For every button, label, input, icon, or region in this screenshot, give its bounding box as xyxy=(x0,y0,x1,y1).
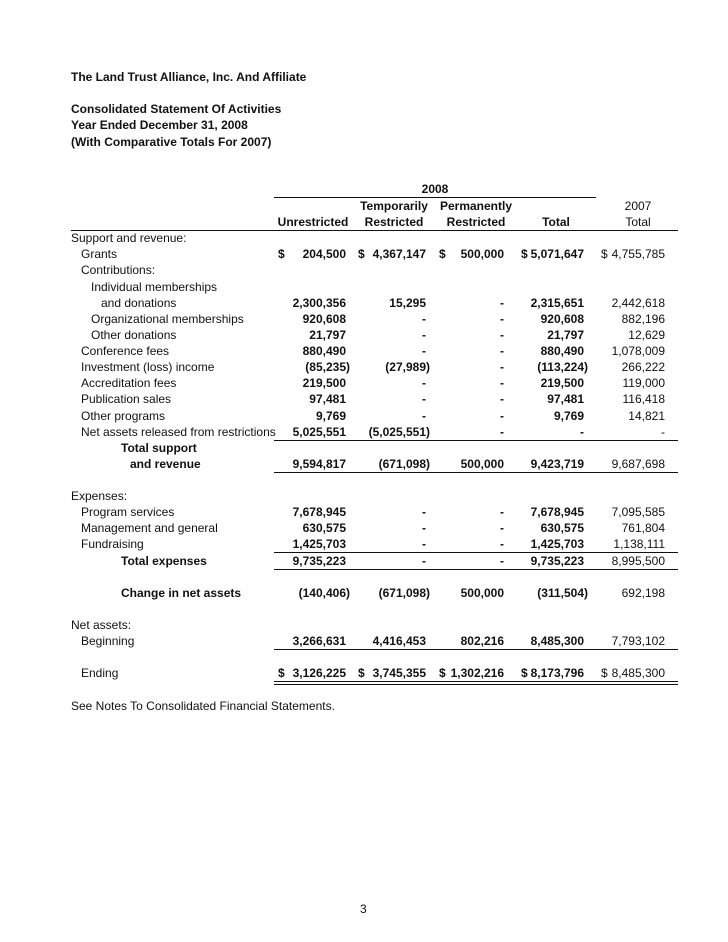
double-rule xyxy=(274,681,678,685)
cell-2007: 7,095,585 xyxy=(611,505,665,519)
cell-2007: 882,196 xyxy=(621,312,665,326)
cell-total: - xyxy=(580,425,584,439)
currency-sign: $ xyxy=(439,666,446,680)
cell-unrestricted: 2,300,356 xyxy=(292,296,346,310)
row-label: Other programs xyxy=(81,409,166,423)
currency-sign: $ xyxy=(521,666,528,680)
cell-perm: - xyxy=(500,344,504,358)
cell-temp: - xyxy=(422,312,426,326)
cell-temp: - xyxy=(422,505,426,519)
row-label: Fundraising xyxy=(81,537,144,551)
row-label: Accreditation fees xyxy=(81,376,177,390)
currency-sign: $ xyxy=(358,666,365,680)
cell-2007: 1,078,009 xyxy=(611,344,665,358)
currency-sign: $ xyxy=(601,247,608,261)
cell-perm: - xyxy=(500,312,504,326)
cell-total: (311,504) xyxy=(537,586,588,600)
cell-total: 5,071,647 xyxy=(530,247,584,261)
cell-temp: 15,295 xyxy=(389,296,426,310)
cell-perm: 802,216 xyxy=(460,634,504,648)
cell-perm: - xyxy=(500,425,504,439)
cell-temp: - xyxy=(422,521,426,535)
subtotal-rule xyxy=(274,649,678,650)
cell-2007: 266,222 xyxy=(621,360,665,374)
cell-total: 8,173,796 xyxy=(530,666,584,680)
cell-total: 9,735,223 xyxy=(530,554,584,568)
footnote: See Notes To Consolidated Financial Statements. xyxy=(71,699,335,713)
row-label: Program services xyxy=(81,505,175,519)
col-2007-line2: Total xyxy=(625,215,651,229)
comparative-note: (With Comparative Totals For 2007) xyxy=(71,135,272,149)
cell-unrestricted: 1,425,703 xyxy=(292,537,346,551)
cell-perm: - xyxy=(500,296,504,310)
cell-total: 7,678,945 xyxy=(530,505,584,519)
row-label: Ending xyxy=(81,666,119,680)
cell-perm: 500,000 xyxy=(460,586,504,600)
cell-total: 97,481 xyxy=(547,392,584,406)
currency-sign: $ xyxy=(278,666,285,680)
cell-total: 21,797 xyxy=(547,328,584,342)
col-total: Total xyxy=(542,215,570,229)
cell-perm: - xyxy=(500,360,504,374)
cell-unrestricted: 920,608 xyxy=(302,312,346,326)
statement-title: Consolidated Statement Of Activities xyxy=(71,102,282,116)
cell-2007: 8,485,300 xyxy=(611,666,665,680)
col-unrestricted: Unrestricted xyxy=(277,215,349,229)
cell-total: 9,769 xyxy=(553,409,584,423)
row-label: Change in net assets xyxy=(121,586,242,600)
cell-unrestricted: 219,500 xyxy=(302,376,346,390)
cell-perm: 1,302,216 xyxy=(450,666,504,680)
col-perm-line1: Permanently xyxy=(439,199,513,213)
row-label: Organizational memberships xyxy=(91,312,244,326)
cell-perm: - xyxy=(500,521,504,535)
cell-unrestricted: (85,235) xyxy=(305,360,350,374)
cell-2007: 116,418 xyxy=(622,392,665,406)
cell-total: 8,485,300 xyxy=(530,634,584,648)
cell-temp: (5,025,551) xyxy=(368,425,430,439)
statement-period: Year Ended December 31, 2008 xyxy=(71,118,248,132)
total-rule xyxy=(274,472,678,473)
row-label: Support and revenue: xyxy=(71,231,187,245)
cell-unrestricted: 3,266,631 xyxy=(292,634,346,648)
row-label: Investment (loss) income xyxy=(81,360,215,374)
cell-unrestricted: 9,594,817 xyxy=(292,457,346,471)
cell-unrestricted: 204,500 xyxy=(302,247,346,261)
cell-2007: 8,995,500 xyxy=(611,554,665,568)
cell-perm: - xyxy=(500,537,504,551)
col-perm-line2: Restricted xyxy=(446,215,506,229)
cell-temp: (671,098) xyxy=(378,457,430,471)
cell-2007: 7,793,102 xyxy=(611,634,665,648)
cell-unrestricted: 630,575 xyxy=(302,521,346,535)
year-2008-rule xyxy=(274,197,596,198)
row-label: Total expenses xyxy=(121,554,207,568)
cell-2007: 12,629 xyxy=(628,328,665,342)
cell-perm: - xyxy=(500,554,504,568)
cell-unrestricted: (140,406) xyxy=(298,586,350,600)
cell-total: 1,425,703 xyxy=(530,537,584,551)
page-number: 3 xyxy=(360,902,367,916)
cell-2007: 761,804 xyxy=(621,521,665,535)
row-label: Individual memberships xyxy=(91,280,218,294)
cell-unrestricted: 9,735,223 xyxy=(292,554,346,568)
cell-unrestricted: 21,797 xyxy=(309,328,346,342)
cell-2007: 4,755,785 xyxy=(611,247,665,261)
currency-sign: $ xyxy=(278,247,285,261)
cell-temp: - xyxy=(422,344,426,358)
row-label: Beginning xyxy=(81,634,135,648)
row-label: Total support xyxy=(121,441,197,455)
cell-temp: 4,367,147 xyxy=(372,247,426,261)
row-label: Publication sales xyxy=(81,392,172,406)
total-rule xyxy=(274,569,678,570)
currency-sign: $ xyxy=(601,666,608,680)
cell-2007: - xyxy=(661,425,665,439)
row-label: Net assets released from restrictions xyxy=(81,425,276,439)
cell-perm: - xyxy=(500,505,504,519)
row-label: and revenue xyxy=(130,457,201,471)
currency-sign: $ xyxy=(439,247,446,261)
cell-total: 9,423,719 xyxy=(530,457,584,471)
row-label: and donations xyxy=(101,296,177,310)
cell-total: 880,490 xyxy=(540,344,584,358)
row-label: Other donations xyxy=(91,328,177,342)
row-label: Conference fees xyxy=(81,344,170,358)
col-year-2008: 2008 xyxy=(421,182,449,196)
cell-total: (113,224) xyxy=(537,360,588,374)
cell-unrestricted: 97,481 xyxy=(309,392,346,406)
organization-name: The Land Trust Alliance, Inc. And Affiliate xyxy=(71,70,307,84)
cell-unrestricted: 880,490 xyxy=(302,344,346,358)
row-label: Expenses: xyxy=(71,489,128,503)
cell-2007: 119,000 xyxy=(622,376,665,390)
cell-temp: (27,989) xyxy=(385,360,430,374)
cell-unrestricted: 3,126,225 xyxy=(292,666,346,680)
cell-temp: - xyxy=(422,409,426,423)
cell-2007: 692,198 xyxy=(621,586,665,600)
row-label: Management and general xyxy=(81,521,218,535)
cell-temp: - xyxy=(422,328,426,342)
cell-total: 920,608 xyxy=(540,312,584,326)
cell-temp: 3,745,355 xyxy=(372,666,426,680)
cell-unrestricted: 9,769 xyxy=(315,409,346,423)
cell-temp: - xyxy=(422,537,426,551)
cell-temp: - xyxy=(422,392,426,406)
cell-total: 219,500 xyxy=(540,376,584,390)
cell-perm: 500,000 xyxy=(460,457,504,471)
cell-temp: 4,416,453 xyxy=(372,634,426,648)
currency-sign: $ xyxy=(358,247,365,261)
cell-temp: (671,098) xyxy=(378,586,430,600)
cell-temp: - xyxy=(422,554,426,568)
cell-temp: - xyxy=(422,376,426,390)
col-temp-line2: Restricted xyxy=(364,215,424,229)
row-label: Grants xyxy=(81,247,118,261)
cell-total: 2,315,651 xyxy=(530,296,584,310)
col-2007-line1: 2007 xyxy=(624,199,652,213)
cell-perm: - xyxy=(500,392,504,406)
currency-sign: $ xyxy=(521,247,528,261)
cell-unrestricted: 5,025,551 xyxy=(292,425,346,439)
row-label: Contributions: xyxy=(81,263,156,277)
cell-perm: - xyxy=(500,376,504,390)
row-label: Net assets: xyxy=(71,618,132,632)
cell-perm: - xyxy=(500,328,504,342)
cell-2007: 9,687,698 xyxy=(611,457,665,471)
subtotal-rule xyxy=(274,440,678,441)
cell-2007: 1,138,111 xyxy=(613,537,665,551)
cell-total: 630,575 xyxy=(540,521,584,535)
cell-2007: 14,821 xyxy=(628,409,665,423)
col-temp-line1: Temporarily xyxy=(360,199,428,213)
cell-perm: 500,000 xyxy=(460,247,504,261)
cell-perm: - xyxy=(500,409,504,423)
cell-unrestricted: 7,678,945 xyxy=(292,505,346,519)
cell-2007: 2,442,618 xyxy=(611,296,665,310)
